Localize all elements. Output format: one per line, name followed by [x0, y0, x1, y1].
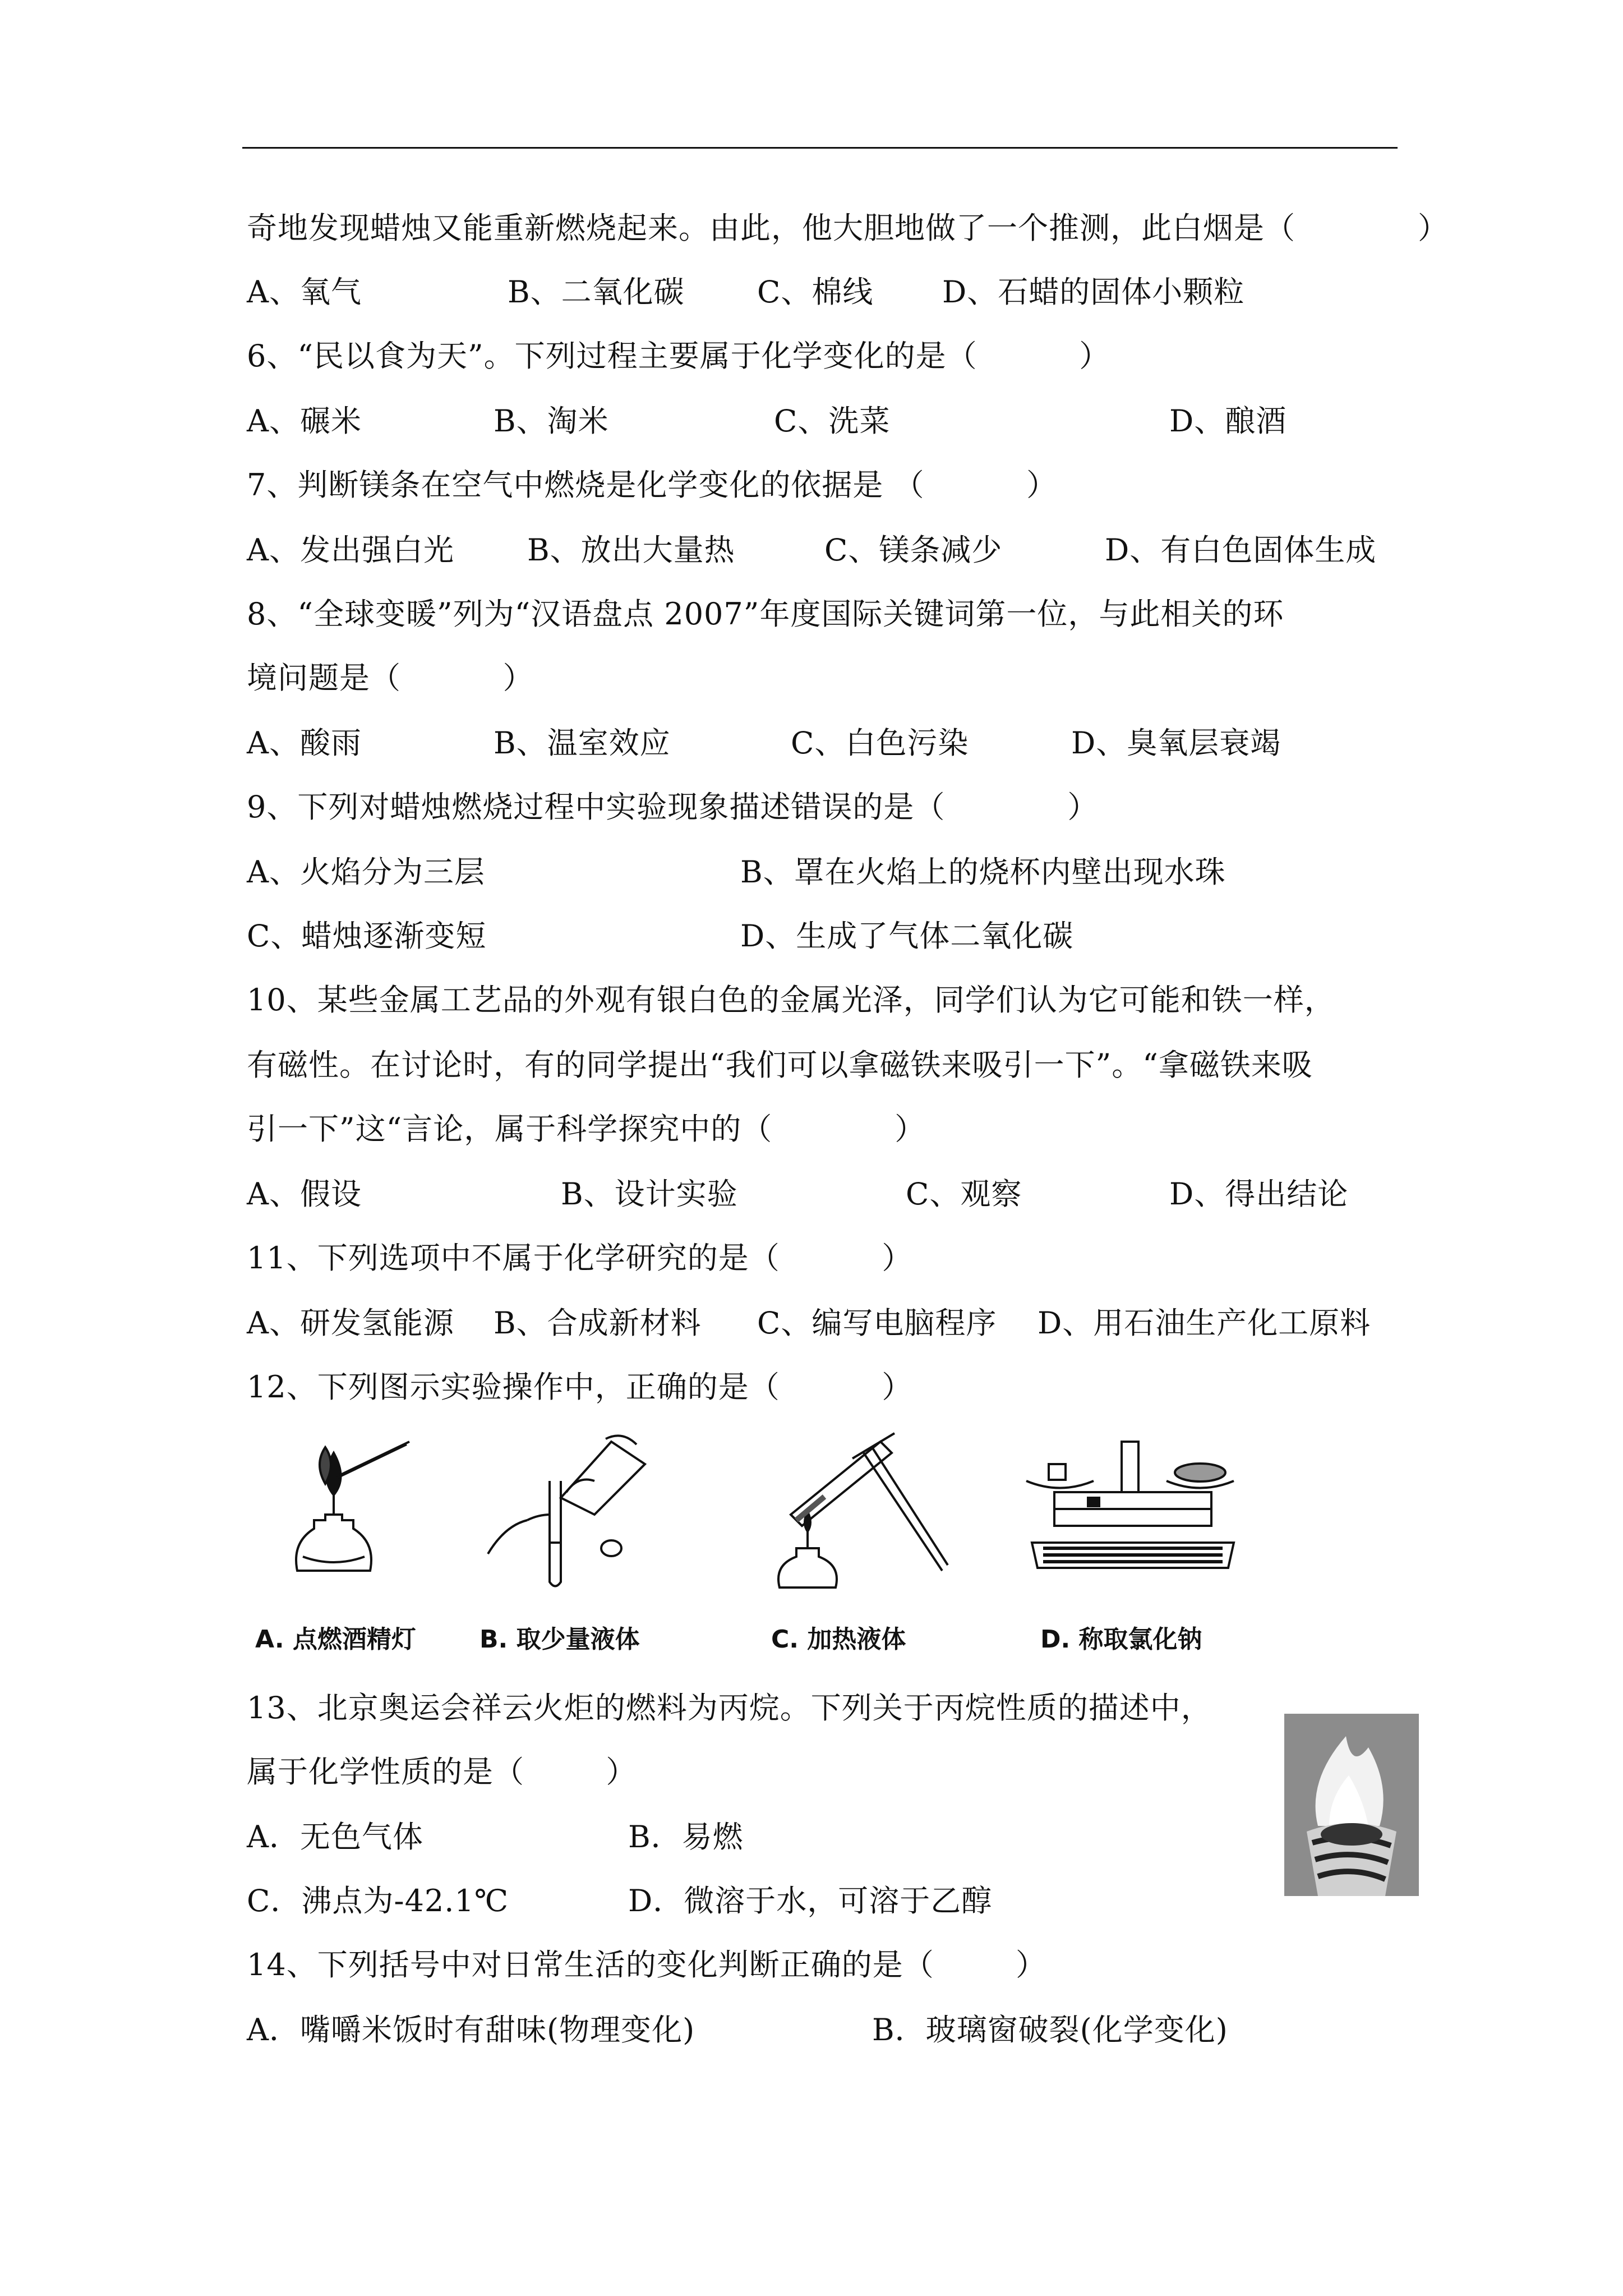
- olympic-torch-image: [1284, 1714, 1419, 1896]
- q8-stem-line2: 境问题是（ ）: [247, 660, 534, 696]
- balance-weighing-figure: [1021, 1430, 1245, 1593]
- q12-stem: 12、下列图示实验操作中，正确的是（ ）: [247, 1369, 913, 1405]
- q11-option-d: D、用石油生产化工原料: [1038, 1305, 1371, 1341]
- q14-option-b: B．玻璃窗破裂(化学变化): [872, 2012, 1228, 2047]
- q10-stem-line1: 10、某些金属工艺品的外观有银白色的金属光泽，同学们认为它可能和铁一样，: [247, 982, 1335, 1018]
- q13-option-b: B．易燃: [628, 1819, 744, 1855]
- q10-option-c: C、观察: [906, 1176, 1022, 1212]
- q6-option-d: D、酿酒: [1169, 403, 1287, 439]
- figure-caption-a: A. 点燃酒精灯: [255, 1625, 416, 1654]
- q9-option-a: A、火焰分为三层: [247, 854, 485, 890]
- q6-option-b: B、淘米: [494, 403, 609, 439]
- q14-option-a: A．嘴嚼米饭时有甜味(物理变化): [247, 2012, 695, 2047]
- q13-stem-line2: 属于化学性质的是（ ）: [247, 1754, 637, 1789]
- q7-option-d: D、有白色固体生成: [1105, 532, 1377, 568]
- q10-stem-line3: 引一下”这“言论，属于科学探究中的（ ）: [247, 1111, 926, 1147]
- q11-option-b: B、合成新材料: [494, 1305, 702, 1341]
- q5-option-b: B、二氧化碳: [508, 274, 685, 310]
- figure-caption-b: B. 取少量液体: [479, 1625, 640, 1654]
- q10-option-d: D、得出结论: [1169, 1176, 1349, 1212]
- q14-stem: 14、下列括号中对日常生活的变化判断正确的是（ ）: [247, 1947, 1047, 1982]
- q9-option-b: B、罩在火焰上的烧杯内壁出现水珠: [740, 854, 1226, 890]
- q7-stem: 7、判断镁条在空气中燃烧是化学变化的依据是 （ ）: [247, 467, 1058, 503]
- q5-continuation: 奇地发现蜡烛又能重新燃烧起来。由此，他大胆地做了一个推测，此白烟是（ ）: [247, 210, 1449, 246]
- header-rule: [242, 147, 1398, 149]
- q5-option-d: D、石蜡的固体小颗粒: [942, 274, 1245, 310]
- q9-stem: 9、下列对蜡烛燃烧过程中实验现象描述错误的是（ ）: [247, 789, 1099, 825]
- q10-stem-line2: 有磁性。在讨论时，有的同学提出“我们可以拿磁铁来吸引一下”。“拿磁铁来吸: [247, 1047, 1313, 1083]
- q5-option-a: A、氧气: [247, 274, 362, 310]
- q10-option-b: B、设计实验: [561, 1176, 738, 1212]
- q9-option-c: C、蜡烛逐渐变短: [247, 918, 487, 954]
- q7-option-a: A、发出强白光: [247, 532, 454, 568]
- q8-option-d: D、臭氧层衰竭: [1071, 725, 1281, 761]
- q7-option-c: C、镁条减少: [824, 532, 1003, 568]
- q13-option-c: C．沸点为-42.1℃: [247, 1883, 509, 1918]
- q13-stem-line1: 13、北京奥运会祥云火炬的燃料为丙烷。下列关于丙烷性质的描述中，: [247, 1690, 1212, 1726]
- q8-option-a: A、酸雨: [247, 725, 362, 761]
- q7-option-b: B、放出大量热: [527, 532, 735, 568]
- figure-caption-d: D. 称取氯化钠: [1040, 1625, 1202, 1654]
- q8-option-b: B、温室效应: [494, 725, 671, 761]
- figure-caption-c: C. 加热液体: [771, 1625, 906, 1654]
- q6-stem: 6、“民以食为天”。下列过程主要属于化学变化的是（ ）: [247, 338, 1110, 374]
- alcohol-lamp-lighting-figure: [280, 1430, 426, 1593]
- q13-option-a: A．无色气体: [247, 1819, 423, 1855]
- q11-stem: 11、下列选项中不属于化学研究的是（ ）: [247, 1240, 913, 1276]
- q10-option-a: A、假设: [247, 1176, 362, 1212]
- q6-option-a: A、碾米: [247, 403, 362, 439]
- q8-stem-line1: 8、“全球变暖”列为“汉语盘点 2007”年度国际关键词第一位，与此相关的环: [247, 596, 1284, 632]
- q11-option-c: C、编写电脑程序: [757, 1305, 997, 1341]
- q9-option-d: D、生成了气体二氧化碳: [740, 918, 1074, 954]
- q5-option-c: C、棉线: [757, 274, 874, 310]
- pouring-liquid-figure: [482, 1430, 662, 1593]
- heating-liquid-figure: [757, 1430, 959, 1593]
- q8-option-c: C、白色污染: [791, 725, 969, 761]
- q13-option-d: D．微溶于水，可溶于乙醇: [628, 1883, 993, 1918]
- q6-option-c: C、洗菜: [774, 403, 891, 439]
- q11-option-a: A、研发氢能源: [247, 1305, 454, 1341]
